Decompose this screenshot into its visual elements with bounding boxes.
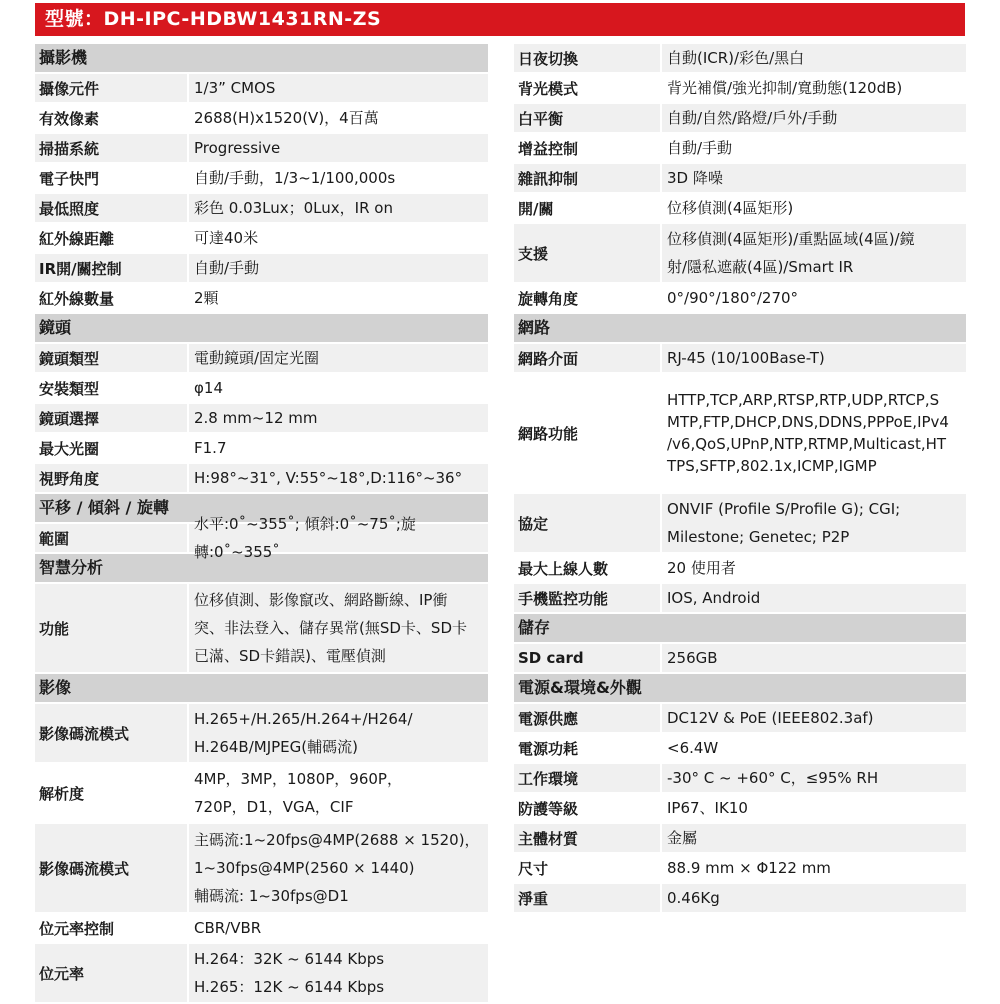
spec-value-line: 位移偵測(4區矩形) [667, 199, 794, 217]
spec-label: 掃描系統 [35, 134, 187, 162]
section-header: 攝影機 [35, 44, 488, 72]
spec-label: 主體材質 [514, 824, 660, 852]
spec-label: 協定 [514, 494, 660, 552]
section-header: 影像 [35, 674, 488, 702]
spec-row [514, 884, 966, 912]
spec-row [514, 704, 966, 732]
spec-value [662, 134, 966, 162]
spec-value-line: Milestone; Genetec; P2P [667, 528, 850, 546]
spec-value [662, 164, 966, 192]
spec-row [514, 44, 966, 72]
spec-value [662, 644, 966, 672]
spec-label: 最低照度 [35, 194, 187, 222]
spec-value [189, 944, 488, 1002]
spec-label: 開/關 [514, 194, 660, 222]
spec-value-line: 水平:0˚~355˚; 傾斜:0˚~75˚;旋轉:0˚~355˚ [194, 515, 416, 561]
section-header: 電源&環境&外觀 [514, 674, 966, 702]
spec-row [514, 854, 966, 882]
spec-value-line: HTTP,TCP,ARP,RTSP,RTP,UDP,RTCP,S [667, 391, 940, 409]
spec-value [662, 44, 966, 72]
spec-row [514, 284, 966, 312]
spec-value [662, 824, 966, 852]
spec-label: 攝像元件 [35, 74, 187, 102]
section-header: 智慧分析 [35, 554, 488, 582]
spec-value [189, 164, 488, 192]
spec-value [662, 884, 966, 912]
spec-label: 最大光圈 [35, 434, 187, 462]
spec-row [514, 734, 966, 762]
spec-row [35, 284, 488, 312]
section-header: 網路 [514, 314, 966, 342]
spec-row [514, 194, 966, 222]
spec-label: 紅外線數量 [35, 284, 187, 312]
spec-value-line: H.265：12K ~ 6144 Kbps [194, 978, 385, 996]
spec-row [35, 944, 488, 1002]
spec-value-line: 突、非法登入、儲存異常(無SD卡、SD卡 [194, 619, 467, 637]
section-header: 平移 / 傾斜 / 旋轉 [35, 494, 488, 522]
spec-label: 鏡頭類型 [35, 344, 187, 372]
spec-label: SD card [514, 644, 660, 672]
spec-value-line: 自動/手動 [194, 259, 260, 277]
spec-column-left [35, 44, 488, 1004]
spec-row [514, 344, 966, 372]
spec-row [35, 224, 488, 252]
spec-value-line: 彩色 0.03Lux；0Lux，IR on [194, 199, 393, 217]
spec-label: 功能 [35, 584, 187, 672]
spec-value-line: 1/3” CMOS [194, 79, 276, 97]
spec-value [662, 794, 966, 822]
spec-value-line: 位移偵測、影像竄改、網路斷線、IP衝 [194, 591, 448, 609]
spec-value-line: 20 使用者 [667, 559, 736, 577]
spec-value-line: 已滿、SD卡錯誤)、電壓偵測 [194, 647, 386, 665]
spec-value [662, 74, 966, 102]
spec-label: 白平衡 [514, 104, 660, 132]
spec-row [35, 824, 488, 912]
spec-row [35, 134, 488, 162]
spec-value [189, 764, 488, 822]
spec-label: 淨重 [514, 884, 660, 912]
spec-value-line: DC12V & PoE (IEEE802.3af) [667, 709, 874, 727]
spec-value-line: IP67、IK10 [667, 799, 748, 817]
spec-value-line: CBR/VBR [194, 919, 262, 937]
spec-value [189, 344, 488, 372]
spec-label: 範圍 [35, 524, 187, 552]
spec-row [35, 374, 488, 402]
spec-value-line: 射/隱私遮蔽(4區)/Smart IR [667, 258, 854, 276]
spec-value [189, 464, 488, 492]
spec-value [662, 734, 966, 762]
spec-value-line: 主碼流:1~20fps@4MP(2688 × 1520)， [194, 831, 480, 849]
spec-value-line: 自動(ICR)/彩色/黑白 [667, 49, 805, 67]
spec-value-line: 可達40米 [194, 229, 259, 247]
spec-value-line: 0.46Kg [667, 889, 720, 907]
spec-value-line: 1~30fps@4MP(2560 × 1440) [194, 859, 415, 877]
spec-value [662, 704, 966, 732]
spec-value [662, 854, 966, 882]
spec-label: 網路功能 [514, 374, 660, 492]
spec-value-line: <6.4W [667, 739, 719, 757]
spec-value [189, 404, 488, 432]
spec-value [189, 284, 488, 312]
spec-value [662, 494, 966, 552]
spec-row [514, 494, 966, 552]
spec-value-line: 自動/手動，1/3~1/100,000s [194, 169, 396, 187]
spec-row [514, 134, 966, 162]
spec-label: 手機監控功能 [514, 584, 660, 612]
spec-value [189, 824, 488, 912]
spec-label: 鏡頭選擇 [35, 404, 187, 432]
spec-row [514, 764, 966, 792]
section-header: 鏡頭 [35, 314, 488, 342]
spec-value-line: IOS, Android [667, 589, 761, 607]
spec-label: 視野角度 [35, 464, 187, 492]
spec-value [189, 104, 488, 132]
spec-label: 尺寸 [514, 854, 660, 882]
spec-value [662, 104, 966, 132]
spec-value-line: 金屬 [667, 829, 698, 847]
spec-value [662, 764, 966, 792]
spec-label: 背光模式 [514, 74, 660, 102]
spec-row [35, 404, 488, 432]
spec-value [662, 374, 966, 492]
spec-row [35, 584, 488, 672]
spec-column-right [514, 44, 966, 914]
spec-value-line: 256GB [667, 649, 718, 667]
spec-row [514, 644, 966, 672]
model-title: 型號：DH-IPC-HDBW1431RN-ZS [35, 3, 965, 36]
spec-label: 防護等級 [514, 794, 660, 822]
spec-value [189, 584, 488, 672]
spec-label: 電源供應 [514, 704, 660, 732]
spec-value-line: TPS,SFTP,802.1x,ICMP,IGMP [667, 457, 877, 475]
spec-value-line: RJ-45 (10/100Base-T) [667, 349, 825, 367]
spec-value-line: φ14 [194, 379, 223, 397]
spec-value-line: 720P，D1，VGA，CIF [194, 798, 354, 816]
spec-value-line: 電動鏡頭/固定光圈 [194, 349, 320, 367]
spec-value [189, 134, 488, 162]
spec-value-line: H:98°~31°, V:55°~18°,D:116°~36° [194, 469, 463, 487]
spec-value [189, 254, 488, 282]
spec-value [662, 344, 966, 372]
spec-label: 位元率 [35, 944, 187, 1002]
spec-label: 雜訊抑制 [514, 164, 660, 192]
spec-value-line: H.264：32K ~ 6144 Kbps [194, 950, 385, 968]
spec-label: 位元率控制 [35, 914, 187, 942]
spec-value-line: 2顆 [194, 289, 219, 307]
spec-row [514, 794, 966, 822]
spec-label: 增益控制 [514, 134, 660, 162]
spec-row [35, 434, 488, 462]
spec-value [189, 224, 488, 252]
spec-value-line: 位移偵測(4區矩形)/重點區域(4區)/鏡 [667, 230, 915, 248]
spec-value-line: 88.9 mm × Φ122 mm [667, 859, 831, 877]
spec-value-line: 2688(H)x1520(V)，4百萬 [194, 109, 379, 127]
spec-value [189, 914, 488, 942]
spec-label: 日夜切換 [514, 44, 660, 72]
spec-row [514, 74, 966, 102]
spec-row [35, 344, 488, 372]
spec-label: 電子快門 [35, 164, 187, 192]
spec-row [514, 824, 966, 852]
spec-value-line: 輔碼流: 1~30fps@D1 [194, 887, 349, 905]
spec-value [189, 194, 488, 222]
spec-label: 安裝類型 [35, 374, 187, 402]
spec-value-line: F1.7 [194, 439, 227, 457]
spec-value [662, 554, 966, 582]
spec-value [189, 434, 488, 462]
spec-label: 影像碼流模式 [35, 824, 187, 912]
section-header: 儲存 [514, 614, 966, 642]
spec-value [189, 704, 488, 762]
spec-value-line: 4MP，3MP，1080P，960P， [194, 770, 402, 788]
spec-label: 解析度 [35, 764, 187, 822]
spec-value [189, 515, 488, 561]
spec-row [35, 74, 488, 102]
spec-row [35, 764, 488, 822]
spec-value-line: H.264B/MJPEG(輔碼流) [194, 738, 358, 756]
spec-value-line: Progressive [194, 139, 281, 157]
spec-value-line: 自動/自然/路燈/戶外/手動 [667, 109, 838, 127]
spec-value-line: 3D 降噪 [667, 169, 723, 187]
spec-label: 影像碼流模式 [35, 704, 187, 762]
spec-label: 有效像素 [35, 104, 187, 132]
spec-value [662, 194, 966, 222]
spec-row [35, 164, 488, 192]
spec-value [189, 74, 488, 102]
spec-label: 支援 [514, 224, 660, 282]
spec-row [514, 224, 966, 282]
spec-row [514, 584, 966, 612]
spec-value-line: 自動/手動 [667, 139, 733, 157]
spec-row [514, 164, 966, 192]
spec-row [35, 704, 488, 762]
spec-value-line: ONVIF (Profile S/Profile G); CGI; [667, 500, 901, 518]
spec-value-line: MTP,FTP,DHCP,DNS,DDNS,PPPoE,IPv4 [667, 413, 949, 431]
spec-row [35, 464, 488, 492]
spec-value [662, 224, 966, 282]
spec-row [35, 194, 488, 222]
spec-value-line: H.265+/H.265/H.264+/H264/ [194, 710, 413, 728]
spec-row [514, 374, 966, 492]
spec-value [189, 374, 488, 402]
spec-label: IR開/關控制 [35, 254, 187, 282]
spec-value-line: 背光補償/強光抑制/寬動態(120dB) [667, 79, 903, 97]
spec-label: 網路介面 [514, 344, 660, 372]
spec-label: 紅外線距離 [35, 224, 187, 252]
spec-value-line: /v6,QoS,UPnP,NTP,RTMP,Multicast,HT [667, 435, 947, 453]
spec-row [35, 104, 488, 132]
spec-row [35, 914, 488, 942]
spec-label: 旋轉角度 [514, 284, 660, 312]
spec-value-line: -30° C ~ +60° C，≤95% RH [667, 769, 879, 787]
spec-label: 最大上線人數 [514, 554, 660, 582]
spec-row [35, 515, 488, 561]
spec-value [662, 584, 966, 612]
spec-row [514, 554, 966, 582]
spec-label: 工作環境 [514, 764, 660, 792]
spec-row [35, 254, 488, 282]
spec-value [662, 284, 966, 312]
spec-row [514, 104, 966, 132]
spec-value-line: 2.8 mm~12 mm [194, 409, 318, 427]
spec-label: 電源功耗 [514, 734, 660, 762]
spec-value-line: 0°/90°/180°/270° [667, 289, 799, 307]
